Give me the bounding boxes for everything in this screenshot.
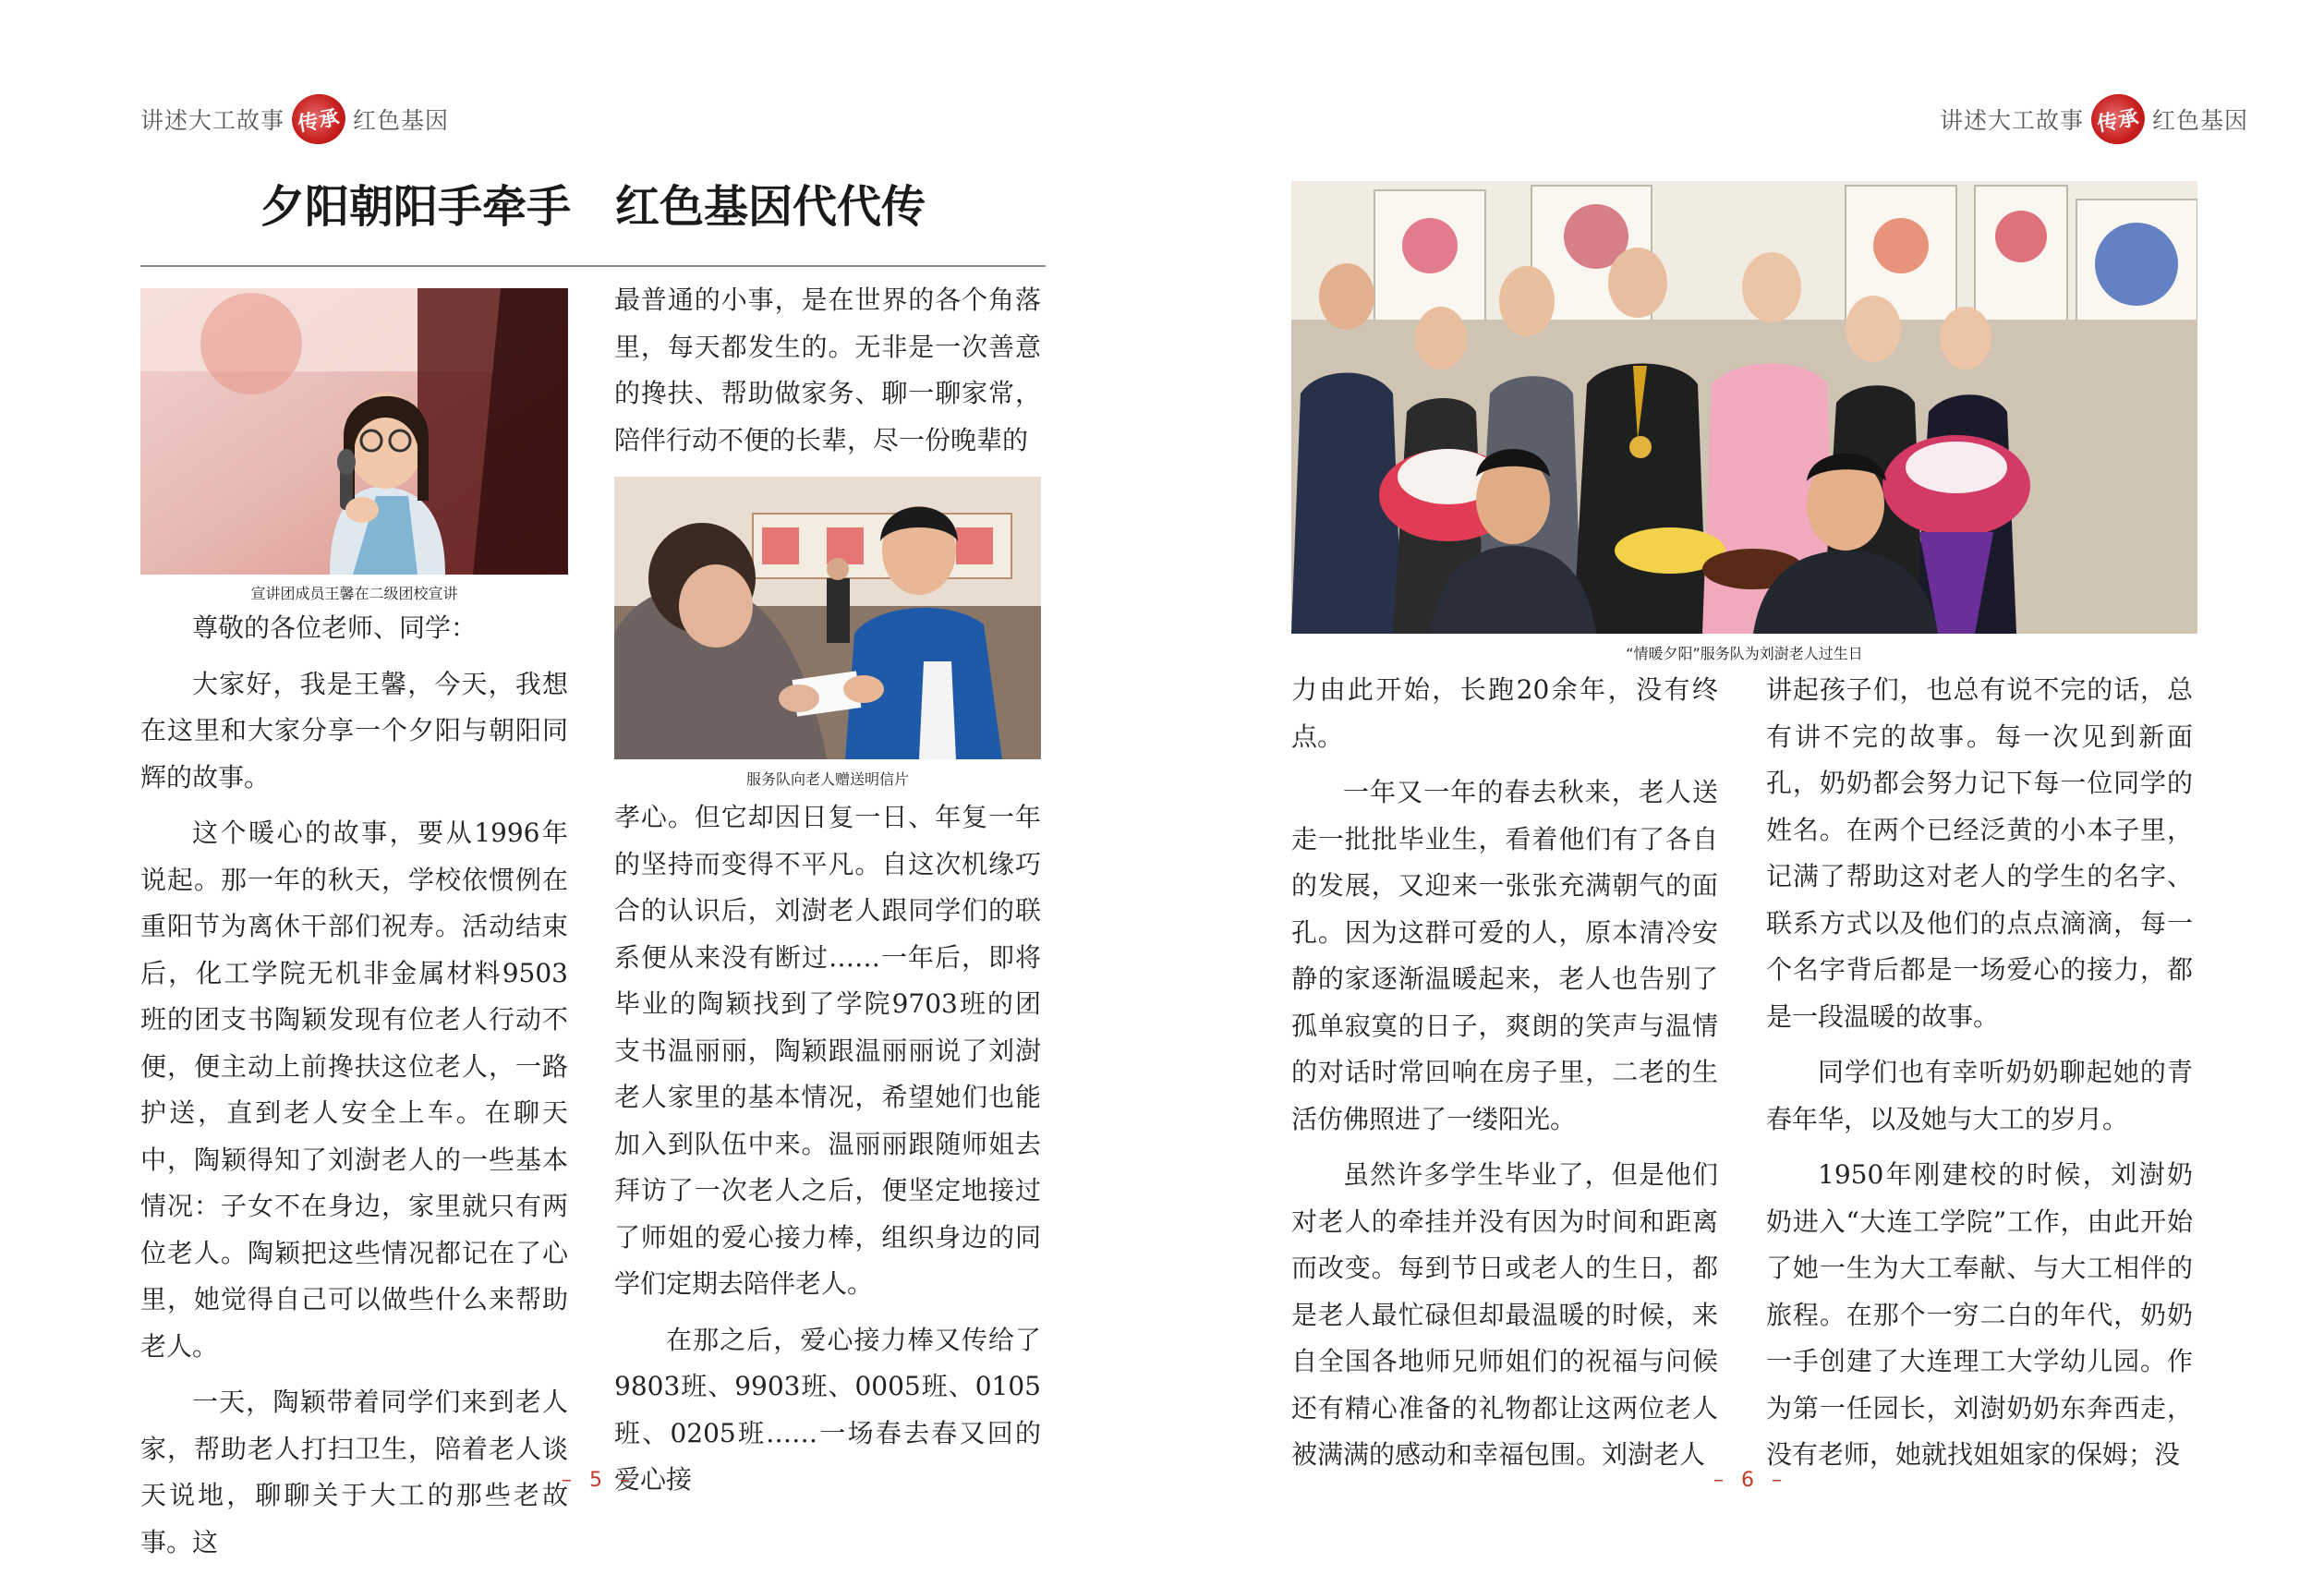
paragraph: 虽然许多学生毕业了，但是他们对老人的牵挂并没有因为时间和距离而改变。每到节日或老人的生日，都是老人最忙碌但却最温暖的时候，来自全国各地师兄师姐们的祝福与问候还有精心准备的礼物都让这两位老人被满满的感动和幸福包围。刘澍老人 — [1291, 1159, 1718, 1470]
photo-postcard-image — [614, 477, 1041, 759]
running-header-left — [140, 92, 449, 146]
paragraph: 力由此开始，长跑20余年，没有终点。 — [1291, 674, 1718, 752]
paragraph: 1950年刚建校的时候，刘澍奶奶进入“大连工学院”工作，由此开始了她一生为大工奉献、与大工相伴的旅程。在那个一穷二白的年代，奶奶一手创建了大连理工大学幼儿园。作为第一任园长，刘澍奶奶东奔西走，没有老师，她就找姐姐家的保姆；没 — [1766, 1159, 2193, 1470]
seal-logo: 传承 — [2088, 90, 2148, 148]
page5-column-2-bottom — [614, 794, 1041, 1513]
page6-column-1 — [1291, 667, 1718, 1488]
article-title: 夕阳朝阳手牵手 红色基因代代传 — [260, 181, 926, 233]
photo-birthday-caption: “情暖夕阳”服务队为刘澍老人过生日 — [1626, 645, 1863, 662]
photo-postcard — [614, 477, 1041, 759]
paragraph: 大家好，我是王馨，今天，我想在这里和大家分享一个夕阳与朝阳同辉的故事。 — [140, 668, 568, 793]
photo-birthday-group — [1291, 181, 2197, 634]
seal-logo: 传承 — [288, 90, 349, 148]
page-number-5: – 5 – — [562, 1469, 635, 1492]
paragraph: 孝心。但它却因日复一日、年复一年的坚持而变得不平凡。自这次机缘巧合的认识后，刘澍老人跟同学们的联系便从来没有断过……一年后，即将毕业的陶颖找到了学院9703班的团支书温丽丽，陶颖跟温丽丽说了刘澍老人家里的基本情况，希望她们也能加入到队伍中来。温丽丽跟随师姐去拜访了一次老人之后，便坚定地接过了师姐的爱心接力棒，组织身边的同学们定期去陪伴老人。 — [614, 802, 1041, 1299]
header-text-right: 红色基因 — [2152, 107, 2249, 134]
page5-column-1 — [140, 605, 568, 1575]
page6-column-2 — [1766, 667, 2193, 1488]
header-text-left: 讲述大工故事 — [140, 107, 285, 134]
photo-speaker — [140, 288, 568, 575]
paragraph: 一天，陶颖带着同学们来到老人家，帮助老人打扫卫生，陪着老人谈天说地，聊聊关于大工的那些老故事。这 — [140, 1387, 568, 1557]
paragraph: 尊敬的各位老师、同学： — [192, 612, 478, 643]
paragraph: 同学们也有幸听奶奶聊起她的青春年华，以及她与大工的岁月。 — [1766, 1057, 2193, 1134]
header-text-left: 讲述大工故事 — [1940, 107, 2085, 134]
photo-speaker-image — [140, 288, 568, 575]
paragraph: 在那之后，爱心接力棒又传给了9803班、9903班、0005班、0105班、0205班……一场春去春又回的爱心接 — [614, 1324, 1041, 1495]
paragraph: 最普通的小事，是在世界的各个角落里，每天都发生的。无非是一次善意的搀扶、帮助做家务、聊一聊家常，陪伴行动不便的长辈，尽一份晚辈的 — [614, 285, 1041, 455]
title-divider — [140, 265, 1046, 267]
paragraph: 一年又一年的春去秋来，老人送走一批批毕业生，看着他们有了各自的发展，又迎来一张张充满朝气的面孔。因为这群可爱的人，原本清冷安静的家逐渐温暖起来，老人也告别了孤单寂寞的日子，爽朗的笑声与温情的对话时常回响在房子里，二老的生活仿佛照进了一缕阳光。 — [1291, 777, 1718, 1134]
photo-birthday-group-image — [1291, 181, 2197, 634]
paragraph: 讲起孩子们，也总有说不完的话，总有讲不完的故事。每一次见到新面孔，奶奶都会努力记下每一位同学的姓名。在两个已经泛黄的小本子里，记满了帮助这对老人的学生的名字、联系方式以及他们的点点滴滴，每一个名字背后都是一场爱心的接力，都是一段温暖的故事。 — [1766, 674, 2193, 1032]
running-header-right — [1940, 92, 2248, 146]
paragraph: 这个暖心的故事，要从1996年说起。那一年的秋天，学校依惯例在重阳节为离休干部们祝寿。活动结束后，化工学院无机非金属材料9503班的团支书陶颖发现有位老人行动不便，便主动上前搀扶这位老人，一路护送，直到老人安全上车。在聊天中，陶颖得知了刘澍老人的一些基本情况：子女不在身边，家里就只有两位老人。陶颖把这些情况都记在了心里，她觉得自己可以做些什么来帮助老人。 — [140, 818, 568, 1362]
photo-postcard-caption: 服务队向老人赠送明信片 — [745, 770, 909, 788]
page5-column-2-top — [614, 277, 1041, 473]
photo-speaker-caption: 宣讲团成员王馨在二级团校宣讲 — [250, 585, 458, 602]
page-number-6: – 6 – — [1713, 1469, 1787, 1492]
header-text-right: 红色基因 — [353, 107, 450, 134]
